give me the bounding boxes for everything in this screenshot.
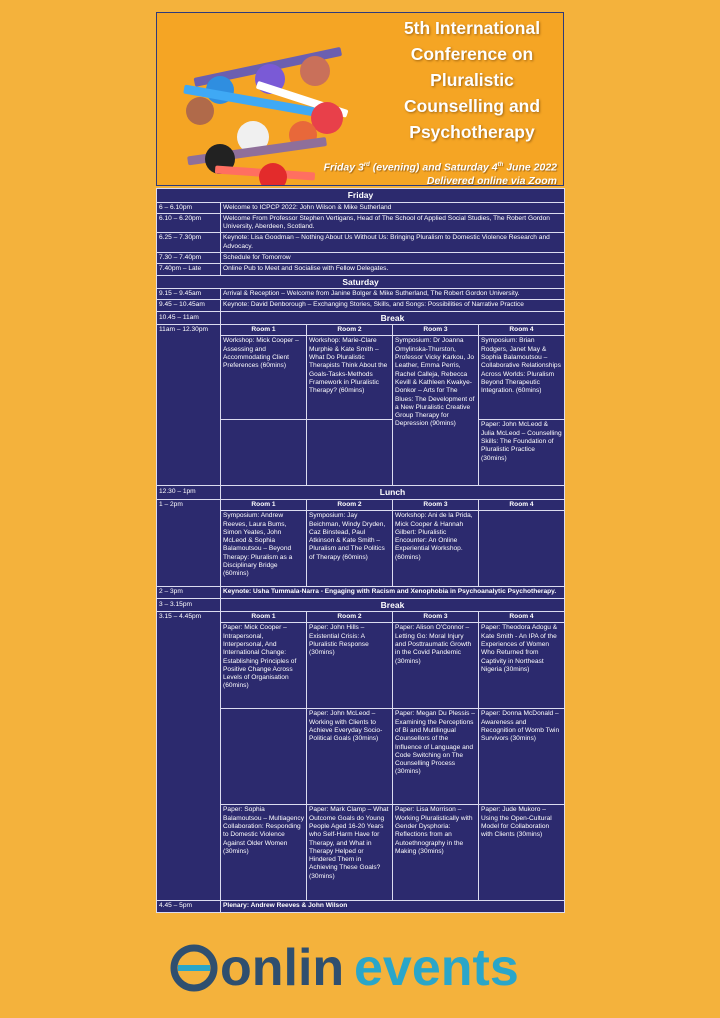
session-cell: Paper: Megan Du Plessis – Examining the Perceptions of Bi and Multilingual Counsellors of the Influence of Language and Code Switching on The Counselling Process (30mins)	[393, 709, 479, 805]
session-cell: Workshop: Ani de la Prida, Mick Cooper & Hannah Gilbert: Pluralistic Encounter: An Online Experiential Workshop. (60mins)	[393, 511, 479, 587]
session-cell: Paper: Sophia Balamoutsou – Multiagency Collaboration: Responding to Domestic Violence Against Older Women (30mins)	[221, 805, 307, 901]
conference-banner	[156, 12, 564, 186]
onlinevents-logo	[168, 938, 552, 994]
session-cell: Paper: Theodora Adogu & Kate Smith - An IPA of the Experiences of Women Who Returned from Captivity in Northeast Nigeria (30mins)	[479, 623, 565, 709]
room-header: Room 4	[479, 612, 565, 623]
keynote-item: Keynote: Usha Tummala-Narra - Engaging with Racism and Xenophobia in Psychoanalytic Psychotherapy.	[221, 587, 565, 598]
arrival-item: Arrival & Reception – Welcome from Janine Bolger & Mike Sutherland, The Robert Gordon University.	[221, 289, 565, 300]
keynote-item: Keynote: David Denborough – Exchanging Stories, Skills, and Songs: Possibilities of Narrative Practice	[221, 300, 565, 311]
session-cell: Paper: Mick Cooper – Intrapersonal, Interpersonal, And International Change: Establishing Principles of Positive Change Across Levels of Organisation (60mins)	[221, 623, 307, 709]
session-cell: Paper: John McLeod – Working with Clients to Achieve Everyday Socio-Political Goals (30mins)	[307, 709, 393, 805]
day-heading-friday: Friday	[157, 189, 565, 203]
logo-text-light: events	[354, 939, 519, 994]
break-label: Break	[221, 598, 565, 612]
room-header: Room 1	[221, 325, 307, 336]
session-cell: Symposium: Andrew Reeves, Laura Bums, Simon Yeates, John McLeod & Sophia Balamoutsou – Beyond Therapy: Pluralism as a Disciplinary Bridge (60mins)	[221, 511, 307, 587]
session-cell-empty	[221, 420, 307, 486]
friday-item: Keynote: Lisa Goodman – Nothing About Us Without Us: Bringing Pluralism to Domestic Violence Research and Advocacy.	[221, 233, 565, 253]
lunch-label: Lunch	[221, 486, 565, 500]
session-cell: Paper: Donna McDonald – Awareness and Recognition of Womb Twin Survivors (30mins)	[479, 709, 565, 805]
session-cell-empty	[221, 709, 307, 805]
session-cell: Paper: Jude Mukoro – Using the Open-Cultural Model for Collaboration with Clients (30mins)	[479, 805, 565, 901]
room-header: Room 4	[479, 499, 565, 510]
session-cell: Workshop: Mick Cooper – Assessing and Accommodating Client Preferences (60mins)	[221, 336, 307, 420]
session-cell: Workshop: Marie-Clare Murphie & Kate Smith – What Do Pluralistic Therapists Think About the Goals-Tasks-Methods Framework in Pluralistic Therapy? (60mins)	[307, 336, 393, 420]
room-header: Room 2	[307, 325, 393, 336]
session-cell: Paper: Mark Clamp – What Outcome Goals do Young People Aged 16-20 Years who Self-Harm Have for Therapy, and What in Therapy Helped or Hindered Them in Achieving These Goals? (30mins)	[307, 805, 393, 901]
logo-text-dark: onlin	[220, 939, 345, 994]
session-cell-empty	[479, 511, 565, 587]
room-header: Room 2	[307, 499, 393, 510]
conference-dates: Friday 3rd (evening) and Saturday 4th June 2022 Delivered online via Zoom	[323, 161, 557, 186]
session-cell: Paper: Alison O'Connor – Letting Go: Moral Injury and Posttraumatic Growth in the Covid Pandemic (30mins)	[393, 623, 479, 709]
session-cell: Symposium: Dr Joanna Omylinska-Thurston, Professor Vicky Karkou, Jo Leather, Emma Perris, Rachel Calleja, Rebecca Kevill & Kathleen Kwakye-Donkor – Arts for The Blues: The Development of a New Pluralistic Creative Group Therapy for Depression (90mins)	[393, 336, 479, 486]
room-header: Room 4	[479, 325, 565, 336]
schedule-table: Friday 6 – 6.10pm Welcome to ICPCP 2022: John Wilson & Mike Sutherland 6.10 – 6.20pm Welcome From Professor Stephen Vertigans, Head of The School of Applied Social Studies, The Robert Gordon University, Aberdeen, Scotland. 6.25 – 7.30pm Keynote: Lisa Goodman – Nothing About Us Without Us: Bringing Pluralism to Domestic Violence Research and Advocacy. 7.30 – 7.40pm Schedule for Tomorrow 7.40pm – Late Online Pub to Meet and Socialise with Fellow Delegates. Saturday 9.15 – 9.45am Arrival & Reception – Welcome from Janine Bolger & Mike Sutherland, The Robert Gordon University. 9.45 – 10.45am Keynote: David Denborough – Exchanging Stories, Skills, and Songs: Possibilities of Narrative Practice 10.45 – 11am Break 11am – 12.30pm Room 1 Room 2 Room 3 Room 4 Workshop: Mick Cooper – Assessing and Accommodating Client Preferences (60mins) Workshop: Marie-Clare Murphie & Kate Smith – What Do Pluralistic Therapists Think About the Goals-Tasks-Methods Framework in Pluralistic Therapy? (60mins) Symposium: Dr Joanna Omylinska-Thurston, Professor Vicky Karkou, Jo Leather, Emma Perris, Rachel Calleja, Rebecca Kevill & Kathleen Kwakye-Donkor – Arts for The Blues: The Development of a New Pluralistic Creative Group Therapy for Depression (90mins) Symposium: Brian Rodgers, Janet May & Sophia Balamoutsou – Collaborative Relationships Across Worlds: Pluralism Beyond Therapeutic Integration. (60mins) Paper: John McLeod & Julia McLeod – Counselling Skills: The Foundation of Pluralistic Practice (30mins) 12.30 – 1pm Lunch 1 – 2pm Room 1 Room 2 Room 3 Room 4 Symposium: Andrew Reeves, Laura Bums, Simon Yeates, John McLeod & Sophia Balamoutsou – Beyond Therapy: Pluralism as a Disciplinary Bridge (60mins) Symposium: Jay Beichman, Windy Dryden, Caz Binstead, Paul Atkinson & Kate Smith – Pluralism and The Politics of Therapy (60mins) Workshop: Ani de la Prida, Mick Cooper & Hannah Gilbert: Pluralistic Encounter: An Online Experiential Workshop. (60mins) 2 – 3pm Keynote: Usha Tummala-Narra - Engaging with Racism and Xenophobia in Psychoanalytic Psychotherapy. 3 – 3.15pm Break 3.15 – 4.45pm Room 1 Room 2 Room 3 Room 4 Paper: Mick Cooper – Intrapersonal, Interpersonal, And International Change: Establishing Principles of Positive Change Across Levels of Organisation (60mins) Paper: John Hills – Existential Crisis: A Pluralistic Response (30mins) Paper: Alison O'Connor – Letting Go: Moral Injury and Posttraumatic Growth in the Covid Pandemic (30mins) Paper: Theodora Adogu & Kate Smith - An IPA of the Experiences of Women Who Returned from Captivity in Northeast Nigeria (30mins) Paper: John McLeod – Working with Clients to Achieve Everyday Socio-Political Goals (30mins) Paper: Megan Du Plessis – Examining the Perceptions of Bi and Multilingual Counsellors of the Influence of Language and Code Switching on The Counselling Process (30mins) Paper: Donna McDonald – Awareness and Recognition of Womb Twin Survivors (30mins) Paper: Sophia Balamoutsou – Multiagency Collaboration: Responding to Domestic Violence Against Older Women (30mins) Paper: Mark Clamp – What Outcome Goals do Young People Aged 16-20 Years who Self-Harm Have for Therapy, and What in Therapy Helped or Hindered Them in Achieving These Goals? (30mins) Paper: Lisa Morrison – Working Pluralistically with Gender Dysphoria: Reflections from an Autoethnography in the Making (30mins) Paper: Jude Mukoro – Using the Open-Cultural Model for Collaboration with Clients (30mins) 4.45 – 5pm Plenary: Andrew Reeves & John Wilson	[156, 188, 565, 913]
day-heading-saturday: Saturday	[157, 275, 565, 289]
room-header: Room 3	[393, 612, 479, 623]
session-cell: Paper: John Hills – Existential Crisis: A Pluralistic Response (30mins)	[307, 623, 393, 709]
room-header: Room 3	[393, 325, 479, 336]
room-header: Room 1	[221, 612, 307, 623]
conference-title: 5th International Conference on Pluralistic Counselling and Psychotherapy	[403, 18, 541, 142]
friday-item: Online Pub to Meet and Socialise with Fellow Delegates.	[221, 264, 565, 275]
room-header: Room 1	[221, 499, 307, 510]
session-cell: Paper: Lisa Morrison – Working Pluralistically with Gender Dysphoria: Reflections from an Autoethnography in the Making (30mins)	[393, 805, 479, 901]
session-cell: Symposium: Jay Beichman, Windy Dryden, Caz Binstead, Paul Atkinson & Kate Smith – Pluralism and The Politics of Therapy (60mins)	[307, 511, 393, 587]
room-header: Room 3	[393, 499, 479, 510]
room-header: Room 2	[307, 612, 393, 623]
plenary-item: Plenary: Andrew Reeves & John Wilson	[221, 901, 565, 912]
session-cell: Symposium: Brian Rodgers, Janet May & Sophia Balamoutsou – Collaborative Relationships Across Worlds: Pluralism Beyond Therapeutic Integration. (60mins)	[479, 336, 565, 420]
friday-item: Welcome From Professor Stephen Vertigans, Head of The School of Applied Social Studies, The Robert Gordon University, Aberdeen, Scotland.	[221, 213, 565, 233]
break-label: Break	[221, 311, 565, 325]
friday-item: Welcome to ICPCP 2022: John Wilson & Mike Sutherland	[221, 202, 565, 213]
session-cell: Paper: John McLeod & Julia McLeod – Counselling Skills: The Foundation of Pluralistic Practice (30mins)	[479, 420, 565, 486]
friday-item: Schedule for Tomorrow	[221, 252, 565, 263]
session-cell-empty	[307, 420, 393, 486]
delivery-note: Delivered online via Zoom	[426, 174, 557, 186]
